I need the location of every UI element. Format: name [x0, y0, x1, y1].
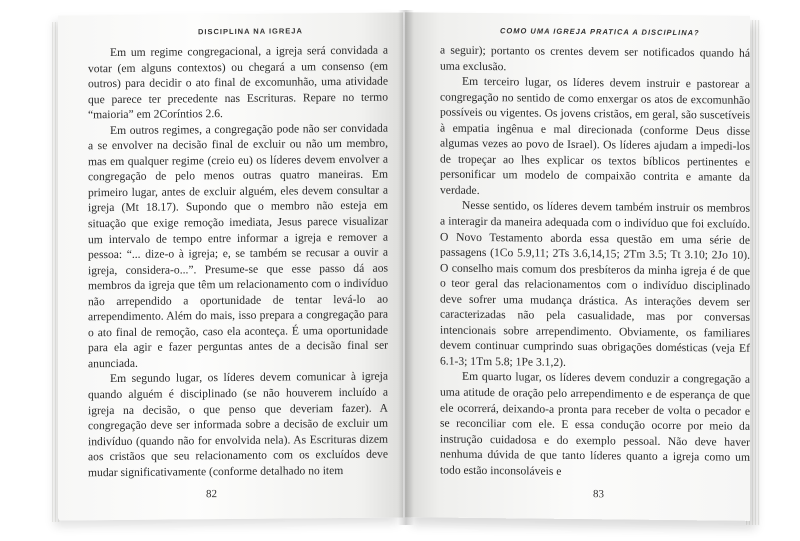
paragraph: Em terceiro lugar, os líderes devem instruir e pastorear a congregação no sentido de como enxergar os atos de excomunhão possíveis ou vigentes. Os jovens cristãos, em geral, são suscetíveis à empatia ingênua e mal direcionada (conforme Deus disse algumas vezes ao povo de Israel). Os líderes ajudam a impedi-los de tropeçar ao lhes explicar os textos bíblicos pertinentes e personificar um modelo de compaixão contrita e amante da verdade. [440, 74, 750, 197]
paragraph: Em um regime congregacional, a igreja será convidada a votar (em alguns contextos) ou chegará a um consenso (em outros) para decidir o ato final de excomunhão, uma atividade que parece ter precedente nas Escrituras. Repare no termo “maioria” em 2Coríntios 2.6. [88, 43, 388, 122]
left-page-text [88, 43, 388, 481]
right-running-head: COMO UMA IGREJA PRATICA A DISCIPLINA? [500, 26, 700, 38]
paragraph: Nesse sentido, os líderes devem também instruir os membros a interagir da maneira adequada com o indivíduo que foi excluído. O Novo Testamento aborda essa questão em uma série de passagens (1Co 5.9,11; 2Ts 3.6,14,15; 2Tm 3.5; Tt 3.10; 2Jo 10). O conselho mais comum dos presbíteros da minha igreja é de que o teor geral das relacionamentos com o indivíduo disciplinado deve sofrer uma mudança drástica. As interações devem ser caracterizadas não pela casualidade, mas por conversas intencionais sobre arrependimento. Obviamente, os familiares devem continuar cumprindo suas obrigações domésticas (veja Ef 6.1-3; 1Tm 5.8; 1Pe 3.1,2). [440, 199, 750, 369]
paragraph: Em segundo lugar, os líderes devem comunicar à igreja quando alguém é disciplinado (se não houverem incluído a igreja na decisão, o que penso que deveriam fazer). A congregação deve ser informada sobre a decisão de excluir um indivíduo (quando não for envolvida nela). As Escrituras dizem aos cristãos que seu relacionamento com os excluídos deve mudar significativamente (conforme detalhado no item [88, 370, 388, 480]
left-page-number: 82 [206, 488, 217, 501]
paragraph: a seguir); portanto os crentes devem ser notificados quando há uma exclusão. [440, 43, 750, 73]
paragraph: Em outros regimes, a congregação pode não ser convidada a se envolver na decisão final de excluir ou não um membro, mas em qualquer regime (creio eu) os líderes devem envolver a congregação de pelo menos outras quatro maneiras. Em primeiro lugar, antes de excluir alguém, eles devem consultar a igreja (Mt 18.17). Supondo que o membro não esteja em situação que exige remoção imediata, Jesus parece visualizar um intervalo de tempo entre informar a igreja e remover a pessoa: “... dize-o à igreja; e, se também se recusar a ouvir a igreja, considera-o...”. Presume-se que esse passo dá aos membros da igreja que têm um relacionamento com o indivíduo não arrependido a oportunidade de tentar levá-lo ao arrependimento. Além do mais, isso prepara a congregação para o ato final de remoção, caso ela aconteça. É uma oportunidade para ela agir e fazer perguntas antes de a decisão final ser anunciada. [88, 121, 388, 371]
left-running-head: DISCIPLINA NA IGREJA [198, 26, 303, 37]
left-page [58, 12, 403, 520]
right-page-text [440, 43, 750, 482]
book-gutter-shadow [398, 10, 414, 525]
paragraph: Em quarto lugar, os líderes devem conduzir a congregação a uma atitude de oração pelo arrependimento e de esperança de que ele ocorrerá, deixando-a pronta para receber de volta o pecador e se reconciliar com ele. E essa condução ocorre por meio da instrução cuidadosa e do exemplo pessoal. Não deve haver nenhuma dúvida de que tanto líderes quanto a igreja como um todo estão inconsoláveis e [440, 370, 750, 478]
right-page [405, 12, 750, 521]
right-page-number: 83 [593, 488, 604, 501]
